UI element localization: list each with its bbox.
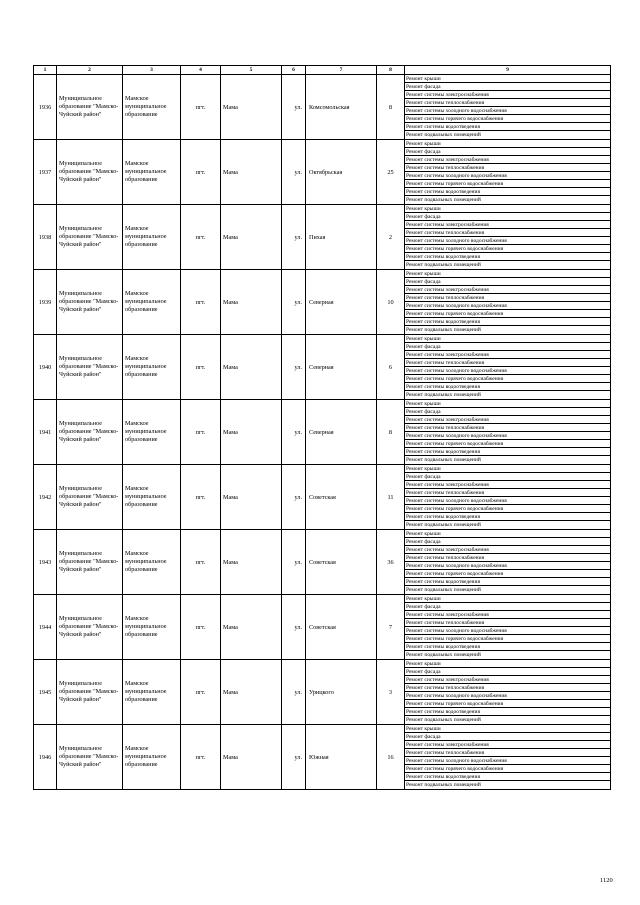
work-item: Ремонт системы теплоснабжения	[405, 359, 610, 367]
column-header: 2	[57, 66, 123, 75]
work-item: Ремонт системы горячего водоснабжения	[405, 635, 610, 643]
street-name: Октябрьская	[306, 140, 377, 205]
work-item: Ремонт системы электроснабжения	[405, 416, 610, 424]
repair-works	[405, 140, 611, 205]
repair-works	[405, 595, 611, 660]
municipal-formation: Мамское муниципальное образование	[123, 595, 181, 660]
work-item: Ремонт крыши	[405, 140, 610, 148]
work-item: Ремонт фасада	[405, 733, 610, 741]
municipal-formation: Мамское муниципальное образование	[123, 140, 181, 205]
works-list	[405, 270, 610, 334]
work-item: Ремонт подвальных помещений	[406, 782, 481, 788]
work-item: Ремонт системы водоотведения	[405, 578, 610, 586]
street-name: Северная	[306, 270, 377, 335]
works-list	[405, 205, 610, 269]
work-item: Ремонт системы горячего водоснабжения	[405, 700, 610, 708]
street-name: Пихая	[306, 205, 377, 270]
work-item: Ремонт системы холодного водоснабжения	[405, 302, 610, 310]
work-item: Ремонт системы горячего водоснабжения	[405, 375, 610, 383]
municipal-district: Муниципальное образование "Мамско-Чуйский район"	[57, 465, 123, 530]
settlement-type: пгт.	[181, 335, 221, 400]
municipal-district: Муниципальное образование "Мамско-Чуйский район"	[57, 725, 123, 790]
table-row	[34, 205, 611, 270]
settlement-type: пгт.	[181, 205, 221, 270]
street-type: ул.	[282, 660, 306, 725]
street-type: ул.	[282, 140, 306, 205]
repair-works	[405, 725, 611, 790]
table-row	[34, 660, 611, 725]
column-header: 3	[123, 66, 181, 75]
work-item: Ремонт крыши	[405, 270, 610, 278]
work-item: Ремонт системы теплоснабжения	[405, 294, 610, 302]
house-number: 36	[377, 530, 405, 595]
table-row	[34, 335, 611, 400]
house-number: 16	[377, 725, 405, 790]
house-number: 8	[377, 400, 405, 465]
settlement-name: Мама	[221, 75, 282, 140]
work-item: Ремонт подвальных помещений	[406, 652, 481, 658]
row-number: 1942	[34, 465, 57, 530]
settlement-type: пгт.	[181, 660, 221, 725]
work-item: Ремонт системы холодного водоснабжения	[405, 237, 610, 245]
row-number: 1945	[34, 660, 57, 725]
table-body	[34, 75, 611, 790]
settlement-name: Мама	[221, 400, 282, 465]
settlement-name: Мама	[221, 595, 282, 660]
work-item: Ремонт системы горячего водоснабжения	[405, 570, 610, 578]
column-header: 4	[181, 66, 221, 75]
work-item: Ремонт крыши	[405, 205, 610, 213]
row-number: 1937	[34, 140, 57, 205]
work-item: Ремонт системы водоотведения	[405, 708, 610, 716]
work-item: Ремонт системы горячего водоснабжения	[405, 245, 610, 253]
table-row	[34, 140, 611, 205]
municipal-formation: Мамское муниципальное образование	[123, 335, 181, 400]
settlement-name: Мама	[221, 530, 282, 595]
work-item: Ремонт крыши	[405, 465, 610, 473]
work-item: Ремонт системы электроснабжения	[405, 481, 610, 489]
work-item: Ремонт системы холодного водоснабжения	[405, 107, 610, 115]
house-number: 11	[377, 465, 405, 530]
column-header: 8	[377, 66, 405, 75]
work-item: Ремонт системы теплоснабжения	[405, 164, 610, 172]
work-item: Ремонт системы холодного водоснабжения	[405, 497, 610, 505]
settlement-type: пгт.	[181, 400, 221, 465]
work-item: Ремонт системы электроснабжения	[405, 286, 610, 294]
municipal-formation: Мамское муниципальное образование	[123, 400, 181, 465]
work-item: Ремонт фасада	[405, 408, 610, 416]
work-item: Ремонт системы электроснабжения	[405, 611, 610, 619]
work-item: Ремонт системы теплоснабжения	[405, 489, 610, 497]
works-list	[405, 140, 610, 204]
work-item: Ремонт системы водоотведения	[405, 383, 610, 391]
work-item: Ремонт системы теплоснабжения	[405, 229, 610, 237]
municipal-district: Муниципальное образование "Мамско-Чуйский район"	[57, 335, 123, 400]
settlement-name: Мама	[221, 660, 282, 725]
work-item: Ремонт системы теплоснабжения	[405, 749, 610, 757]
works-list	[405, 660, 610, 724]
table-row	[34, 270, 611, 335]
work-item: Ремонт системы теплоснабжения	[405, 619, 610, 627]
repair-table	[33, 65, 611, 790]
work-item: Ремонт подвальных помещений	[406, 132, 481, 138]
column-header: 6	[282, 66, 306, 75]
house-number: 10	[377, 270, 405, 335]
work-item: Ремонт системы холодного водоснабжения	[405, 757, 610, 765]
works-list	[405, 530, 610, 594]
municipal-formation: Мамское муниципальное образование	[123, 725, 181, 790]
repair-works	[405, 205, 611, 270]
work-item: Ремонт системы водоотведения	[405, 318, 610, 326]
work-item: Ремонт системы водоотведения	[405, 773, 610, 781]
work-item: Ремонт фасада	[405, 83, 610, 91]
work-item: Ремонт системы горячего водоснабжения	[405, 310, 610, 318]
work-item: Ремонт фасада	[405, 473, 610, 481]
work-item: Ремонт крыши	[405, 530, 610, 538]
work-item: Ремонт фасада	[405, 213, 610, 221]
street-name: Советская	[306, 465, 377, 530]
settlement-name: Мама	[221, 725, 282, 790]
column-header: 7	[306, 66, 377, 75]
table-row	[34, 595, 611, 660]
work-item: Ремонт системы электроснабжения	[405, 221, 610, 229]
work-item: Ремонт системы теплоснабжения	[405, 554, 610, 562]
work-item: Ремонт подвальных помещений	[406, 587, 481, 593]
settlement-name: Мама	[221, 270, 282, 335]
table-row	[34, 75, 611, 140]
work-item: Ремонт крыши	[405, 660, 610, 668]
table-row	[34, 725, 611, 790]
page-number: 1120	[600, 877, 613, 884]
municipal-formation: Мамское муниципальное образование	[123, 465, 181, 530]
repair-works	[405, 75, 611, 140]
row-number: 1940	[34, 335, 57, 400]
work-item: Ремонт системы электроснабжения	[405, 156, 610, 164]
work-item: Ремонт системы горячего водоснабжения	[405, 115, 610, 123]
municipal-formation: Мамское муниципальное образование	[123, 530, 181, 595]
work-item: Ремонт системы теплоснабжения	[405, 684, 610, 692]
municipal-district: Муниципальное образование "Мамско-Чуйский район"	[57, 270, 123, 335]
work-item: Ремонт фасада	[405, 603, 610, 611]
works-list	[405, 335, 610, 399]
house-number: 6	[377, 335, 405, 400]
repair-works	[405, 660, 611, 725]
table-row	[34, 400, 611, 465]
column-header: 5	[221, 66, 282, 75]
work-item: Ремонт системы горячего водоснабжения	[405, 505, 610, 513]
street-type: ул.	[282, 335, 306, 400]
house-number: 8	[377, 75, 405, 140]
repair-works	[405, 530, 611, 595]
row-number: 1939	[34, 270, 57, 335]
work-item: Ремонт системы холодного водоснабжения	[405, 562, 610, 570]
street-name: Южная	[306, 725, 377, 790]
municipal-district: Муниципальное образование "Мамско-Чуйский район"	[57, 140, 123, 205]
column-header: 9	[405, 66, 611, 75]
work-item: Ремонт системы электроснабжения	[405, 546, 610, 554]
settlement-type: пгт.	[181, 465, 221, 530]
work-item: Ремонт системы теплоснабжения	[405, 99, 610, 107]
street-type: ул.	[282, 75, 306, 140]
work-item: Ремонт системы холодного водоснабжения	[405, 692, 610, 700]
table-row	[34, 530, 611, 595]
street-type: ул.	[282, 465, 306, 530]
house-number: 3	[377, 660, 405, 725]
row-number: 1946	[34, 725, 57, 790]
street-type: ул.	[282, 595, 306, 660]
work-item: Ремонт фасада	[405, 148, 610, 156]
house-number: 25	[377, 140, 405, 205]
row-number: 1938	[34, 205, 57, 270]
street-type: ул.	[282, 400, 306, 465]
street-name: Северная	[306, 400, 377, 465]
work-item: Ремонт системы холодного водоснабжения	[405, 432, 610, 440]
municipal-formation: Мамское муниципальное образование	[123, 270, 181, 335]
work-item: Ремонт системы теплоснабжения	[405, 424, 610, 432]
settlement-type: пгт.	[181, 725, 221, 790]
table-row	[34, 465, 611, 530]
header-row	[34, 66, 611, 75]
work-item: Ремонт подвальных помещений	[406, 197, 481, 203]
municipal-formation: Мамское муниципальное образование	[123, 205, 181, 270]
work-item: Ремонт системы холодного водоснабжения	[405, 367, 610, 375]
municipal-district: Муниципальное образование "Мамско-Чуйский район"	[57, 530, 123, 595]
works-list	[405, 400, 610, 464]
work-item: Ремонт системы электроснабжения	[405, 351, 610, 359]
work-item: Ремонт подвальных помещений	[406, 327, 481, 333]
municipal-formation: Мамское муниципальное образование	[123, 75, 181, 140]
repair-works	[405, 465, 611, 530]
settlement-name: Мама	[221, 140, 282, 205]
work-item: Ремонт системы водоотведения	[405, 513, 610, 521]
work-item: Ремонт системы водоотведения	[405, 188, 610, 196]
works-list	[405, 465, 610, 529]
work-item: Ремонт системы электроснабжения	[405, 91, 610, 99]
row-number: 1936	[34, 75, 57, 140]
settlement-type: пгт.	[181, 595, 221, 660]
work-item: Ремонт системы водоотведения	[405, 253, 610, 261]
street-type: ул.	[282, 530, 306, 595]
row-number: 1941	[34, 400, 57, 465]
work-item: Ремонт системы водоотведения	[405, 123, 610, 131]
work-item: Ремонт системы холодного водоснабжения	[405, 627, 610, 635]
house-number: 2	[377, 205, 405, 270]
municipal-formation: Мамское муниципальное образование	[123, 660, 181, 725]
work-item: Ремонт подвальных помещений	[406, 522, 481, 528]
work-item: Ремонт крыши	[405, 725, 610, 733]
street-type: ул.	[282, 205, 306, 270]
street-name: Северная	[306, 335, 377, 400]
repair-works	[405, 270, 611, 335]
work-item: Ремонт системы горячего водоснабжения	[405, 440, 610, 448]
street-type: ул.	[282, 270, 306, 335]
work-item: Ремонт системы горячего водоснабжения	[405, 180, 610, 188]
work-item: Ремонт подвальных помещений	[406, 457, 481, 463]
street-name: Советская	[306, 595, 377, 660]
municipal-district: Муниципальное образование "Мамско-Чуйский район"	[57, 595, 123, 660]
column-header: 1	[34, 66, 57, 75]
work-item: Ремонт системы электроснабжения	[405, 741, 610, 749]
work-item: Ремонт фасада	[405, 668, 610, 676]
street-name: Комсомольская	[306, 75, 377, 140]
work-item: Ремонт фасада	[405, 343, 610, 351]
settlement-name: Мама	[221, 335, 282, 400]
work-item: Ремонт подвальных помещений	[406, 262, 481, 268]
works-list	[405, 725, 610, 789]
repair-works	[405, 335, 611, 400]
municipal-district: Муниципальное образование "Мамско-Чуйский район"	[57, 205, 123, 270]
work-item: Ремонт фасада	[405, 278, 610, 286]
work-item: Ремонт системы электроснабжения	[405, 676, 610, 684]
work-item: Ремонт системы водоотведения	[405, 448, 610, 456]
row-number: 1944	[34, 595, 57, 660]
municipal-district: Муниципальное образование "Мамско-Чуйский район"	[57, 75, 123, 140]
work-item: Ремонт крыши	[405, 400, 610, 408]
work-item: Ремонт подвальных помещений	[406, 717, 481, 723]
municipal-district: Муниципальное образование "Мамско-Чуйский район"	[57, 660, 123, 725]
works-list	[405, 75, 610, 139]
work-item: Ремонт подвальных помещений	[406, 392, 481, 398]
settlement-type: пгт.	[181, 270, 221, 335]
street-name: Урицкого	[306, 660, 377, 725]
settlement-type: пгт.	[181, 75, 221, 140]
repair-works	[405, 400, 611, 465]
work-item: Ремонт системы горячего водоснабжения	[405, 765, 610, 773]
settlement-type: пгт.	[181, 530, 221, 595]
settlement-name: Мама	[221, 205, 282, 270]
work-item: Ремонт крыши	[405, 335, 610, 343]
works-list	[405, 595, 610, 659]
work-item: Ремонт крыши	[405, 595, 610, 603]
street-name: Советская	[306, 530, 377, 595]
street-type: ул.	[282, 725, 306, 790]
row-number: 1943	[34, 530, 57, 595]
work-item: Ремонт крыши	[405, 75, 610, 83]
work-item: Ремонт системы холодного водоснабжения	[405, 172, 610, 180]
house-number: 7	[377, 595, 405, 660]
work-item: Ремонт системы водоотведения	[405, 643, 610, 651]
settlement-name: Мама	[221, 465, 282, 530]
municipal-district: Муниципальное образование "Мамско-Чуйский район"	[57, 400, 123, 465]
work-item: Ремонт фасада	[405, 538, 610, 546]
settlement-type: пгт.	[181, 140, 221, 205]
